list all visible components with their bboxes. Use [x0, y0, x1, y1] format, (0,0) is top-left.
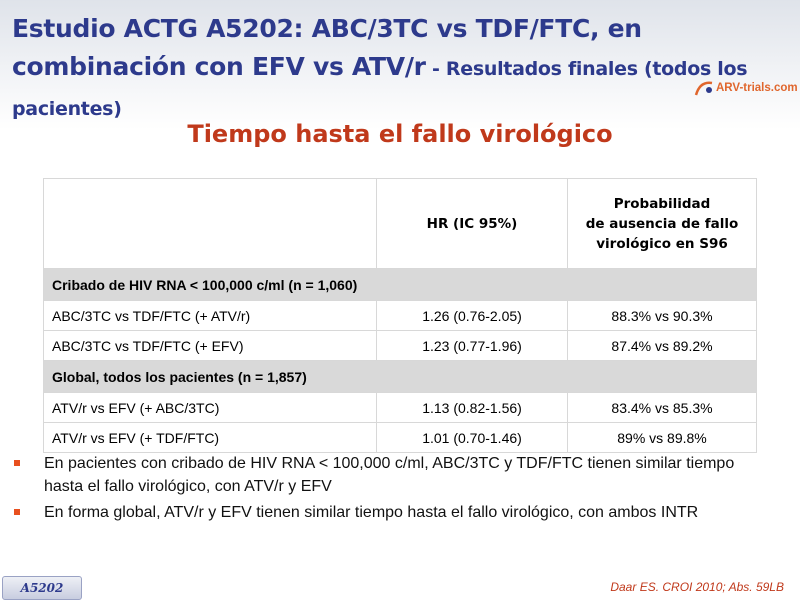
citation: Daar ES. CROI 2010; Abs. 59LB	[610, 580, 784, 594]
table-section-row	[44, 269, 757, 301]
section-label: Global, todos los pacientes (n = 1,857)	[44, 361, 757, 393]
slide-title	[12, 10, 792, 128]
table-row	[44, 423, 757, 453]
hr-cell: 1.23 (0.77-1.96)	[377, 331, 568, 361]
comparison-cell: ATV/r vs EFV (+ TDF/FTC)	[44, 423, 377, 453]
hr-cell: 1.26 (0.76-2.05)	[377, 301, 568, 331]
table-header-empty	[44, 179, 377, 269]
probability-cell: 87.4% vs 89.2%	[568, 331, 757, 361]
results-table	[43, 178, 757, 453]
slide-title-main: Estudio ACTG A5202: ABC/3TC vs TDF/FTC, en combinación con EFV vs ATV/r	[12, 14, 642, 81]
slide-title-sub: - Resultados finales (todos los pacientes)	[12, 58, 748, 120]
table-row	[44, 301, 757, 331]
arv-trials-logo	[694, 78, 798, 98]
comparison-cell: ABC/3TC vs TDF/FTC (+ EFV)	[44, 331, 377, 361]
table-row	[44, 393, 757, 423]
slide-subtitle: Tiempo hasta el fallo virológico	[187, 120, 613, 148]
probability-cell: 88.3% vs 90.3%	[568, 301, 757, 331]
probability-cell: 89% vs 89.8%	[568, 423, 757, 453]
table-header-row	[44, 179, 757, 269]
logo-text: ARV-trials.com	[716, 82, 798, 94]
table-section-row	[44, 361, 757, 393]
probability-cell: 83.4% vs 85.3%	[568, 393, 757, 423]
comparison-cell: ATV/r vs EFV (+ ABC/3TC)	[44, 393, 377, 423]
section-label: Cribado de HIV RNA < 100,000 c/ml (n = 1,060)	[44, 269, 757, 301]
square-bullet-icon	[14, 460, 20, 466]
table-header-probability-text: Probabilidad de ausencia de fallo virológico en S96	[585, 195, 739, 252]
conclusions-list	[14, 452, 754, 527]
table-header-probability	[568, 179, 757, 269]
table-header-hr: HR (IC 95%)	[377, 179, 568, 269]
table-row	[44, 331, 757, 361]
list-item	[14, 501, 754, 524]
bullet-text: En pacientes con cribado de HIV RNA < 100,000 c/ml, ABC/3TC y TDF/FTC tienen similar tiempo hasta el fallo virológico, con ATV/r y EFV	[44, 455, 735, 495]
square-bullet-icon	[14, 509, 20, 515]
study-badge: A5202	[2, 576, 82, 600]
arv-logo-icon	[694, 79, 714, 97]
comparison-cell: ABC/3TC vs TDF/FTC (+ ATV/r)	[44, 301, 377, 331]
hr-cell: 1.01 (0.70-1.46)	[377, 423, 568, 453]
bullet-text: En forma global, ATV/r y EFV tienen similar tiempo hasta el fallo virológico, con ambos INTR	[44, 504, 699, 521]
hr-cell: 1.13 (0.82-1.56)	[377, 393, 568, 423]
list-item	[14, 452, 754, 498]
